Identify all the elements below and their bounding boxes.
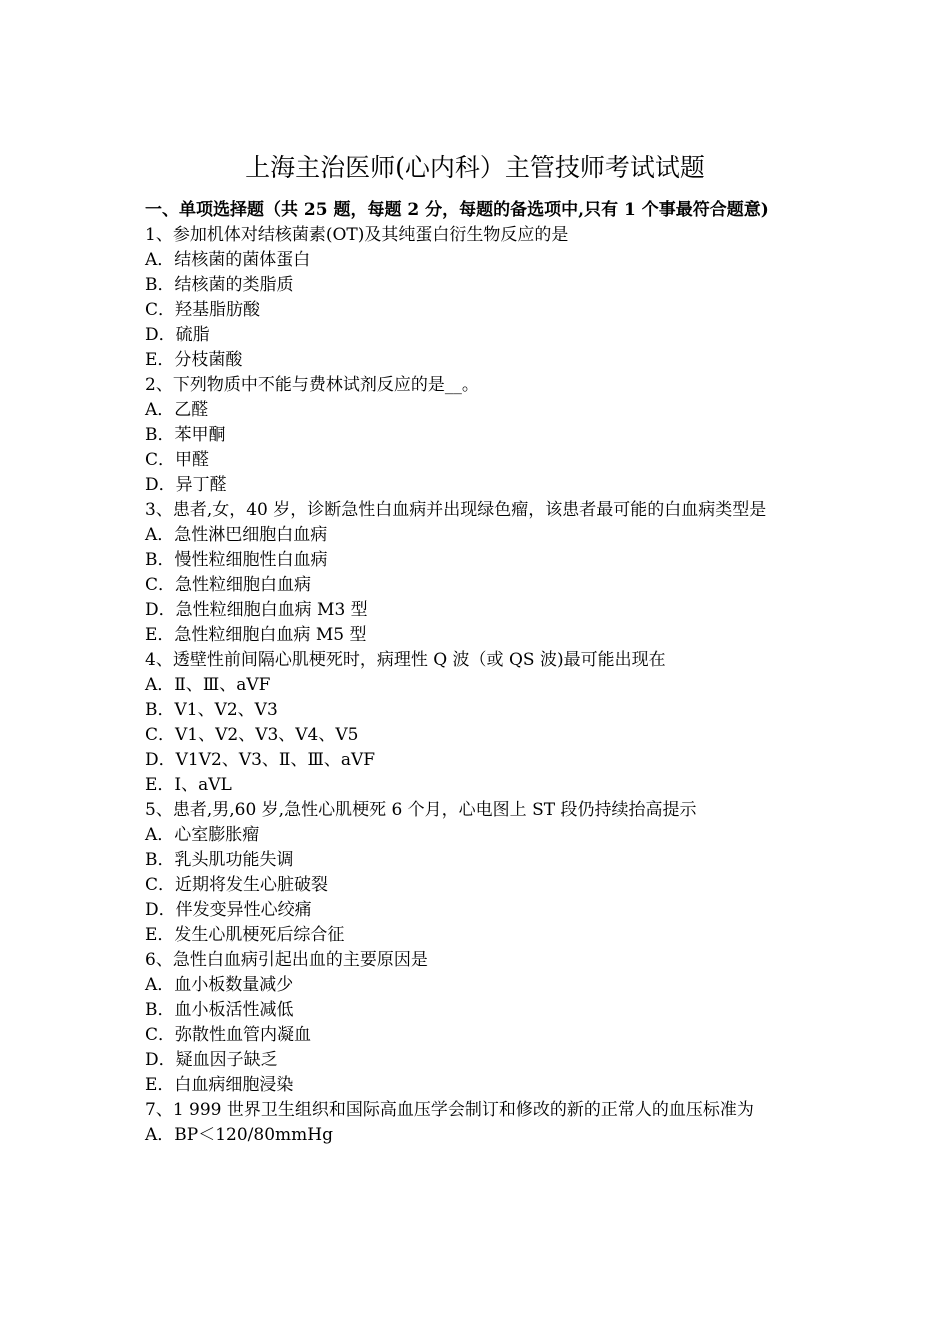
option-b: B．V1、V2、V3 [145,700,278,720]
option-e: E．分枝菌酸 [145,350,243,370]
option-e: E．I、aVL [145,775,232,795]
question-stem: 4、透壁性前间隔心肌梗死时，病理性 Q 波（或 QS 波)最可能出现在 [145,650,666,670]
question-stem: 6、急性白血病引起出血的主要原因是 [145,950,428,970]
option-c: C．羟基脂肪酸 [145,300,261,320]
option-a: A．结核菌的菌体蛋白 [145,250,311,270]
option-d: D．疑血因子缺乏 [145,1050,278,1070]
option-b: B．慢性粒细胞性白血病 [145,550,328,570]
option-c: C．近期将发生心脏破裂 [145,875,329,895]
section-heading: 一、单项选择题（共 25 题，每题 2 分，每题的备选项中,只有 1 个事最符合题意) [145,200,769,220]
option-a: A．心室膨胀瘤 [145,825,260,845]
question-5 [145,798,810,948]
option-b: B．苯甲酮 [145,425,226,445]
document-title: 上海主治医师(心内科）主管技师考试试题 [245,153,705,182]
option-a: A．急性淋巴细胞白血病 [145,525,328,545]
option-a: A．BP＜120/80mmHg [145,1125,333,1145]
option-b: B．乳头肌功能失调 [145,850,294,870]
option-d: D．V1V2、V3、Ⅱ、Ⅲ、aVF [145,750,376,770]
option-c: C．急性粒细胞白血病 [145,575,312,595]
question-2 [145,373,810,498]
question-stem: 7、1 999 世界卫生组织和国际高血压学会制订和修改的新的正常人的血压标准为 [145,1100,754,1120]
option-b: B．血小板活性减低 [145,1000,294,1020]
option-b: B．结核菌的类脂质 [145,275,294,295]
question-stem: 2、下列物质中不能与费林试剂反应的是__。 [145,375,479,395]
option-a: A．乙醛 [145,400,209,420]
option-d: D．异丁醛 [145,475,227,495]
question-7 [145,1098,810,1148]
option-c: C．甲醛 [145,450,210,470]
option-a: A．血小板数量减少 [145,975,294,995]
document-body [145,198,810,1148]
option-c: C．弥散性血管内凝血 [145,1025,312,1045]
question-3 [145,498,810,648]
option-e: E．白血病细胞浸染 [145,1075,294,1095]
option-e: E．发生心肌梗死后综合征 [145,925,345,945]
option-a: A．Ⅱ、Ⅲ、aVF [145,675,271,695]
question-stem: 1、参加机体对结核菌素(OT)及其纯蛋白衍生物反应的是 [145,225,569,245]
question-4 [145,648,810,798]
option-c: C．V1、V2、V3、V4、V5 [145,725,359,745]
question-stem: 5、患者,男,60 岁,急性心肌梗死 6 个月，心电图上 ST 段仍持续抬高提示 [145,800,697,820]
question-6 [145,948,810,1098]
question-1 [145,223,810,373]
option-e: E．急性粒细胞白血病 M5 型 [145,625,367,645]
option-d: D．伴发变异性心绞痛 [145,900,312,920]
option-d: D．硫脂 [145,325,210,345]
option-d: D．急性粒细胞白血病 M3 型 [145,600,368,620]
question-stem: 3、患者,女，40 岁，诊断急性白血病并出现绿色瘤，该患者最可能的白血病类型是 [145,500,767,520]
